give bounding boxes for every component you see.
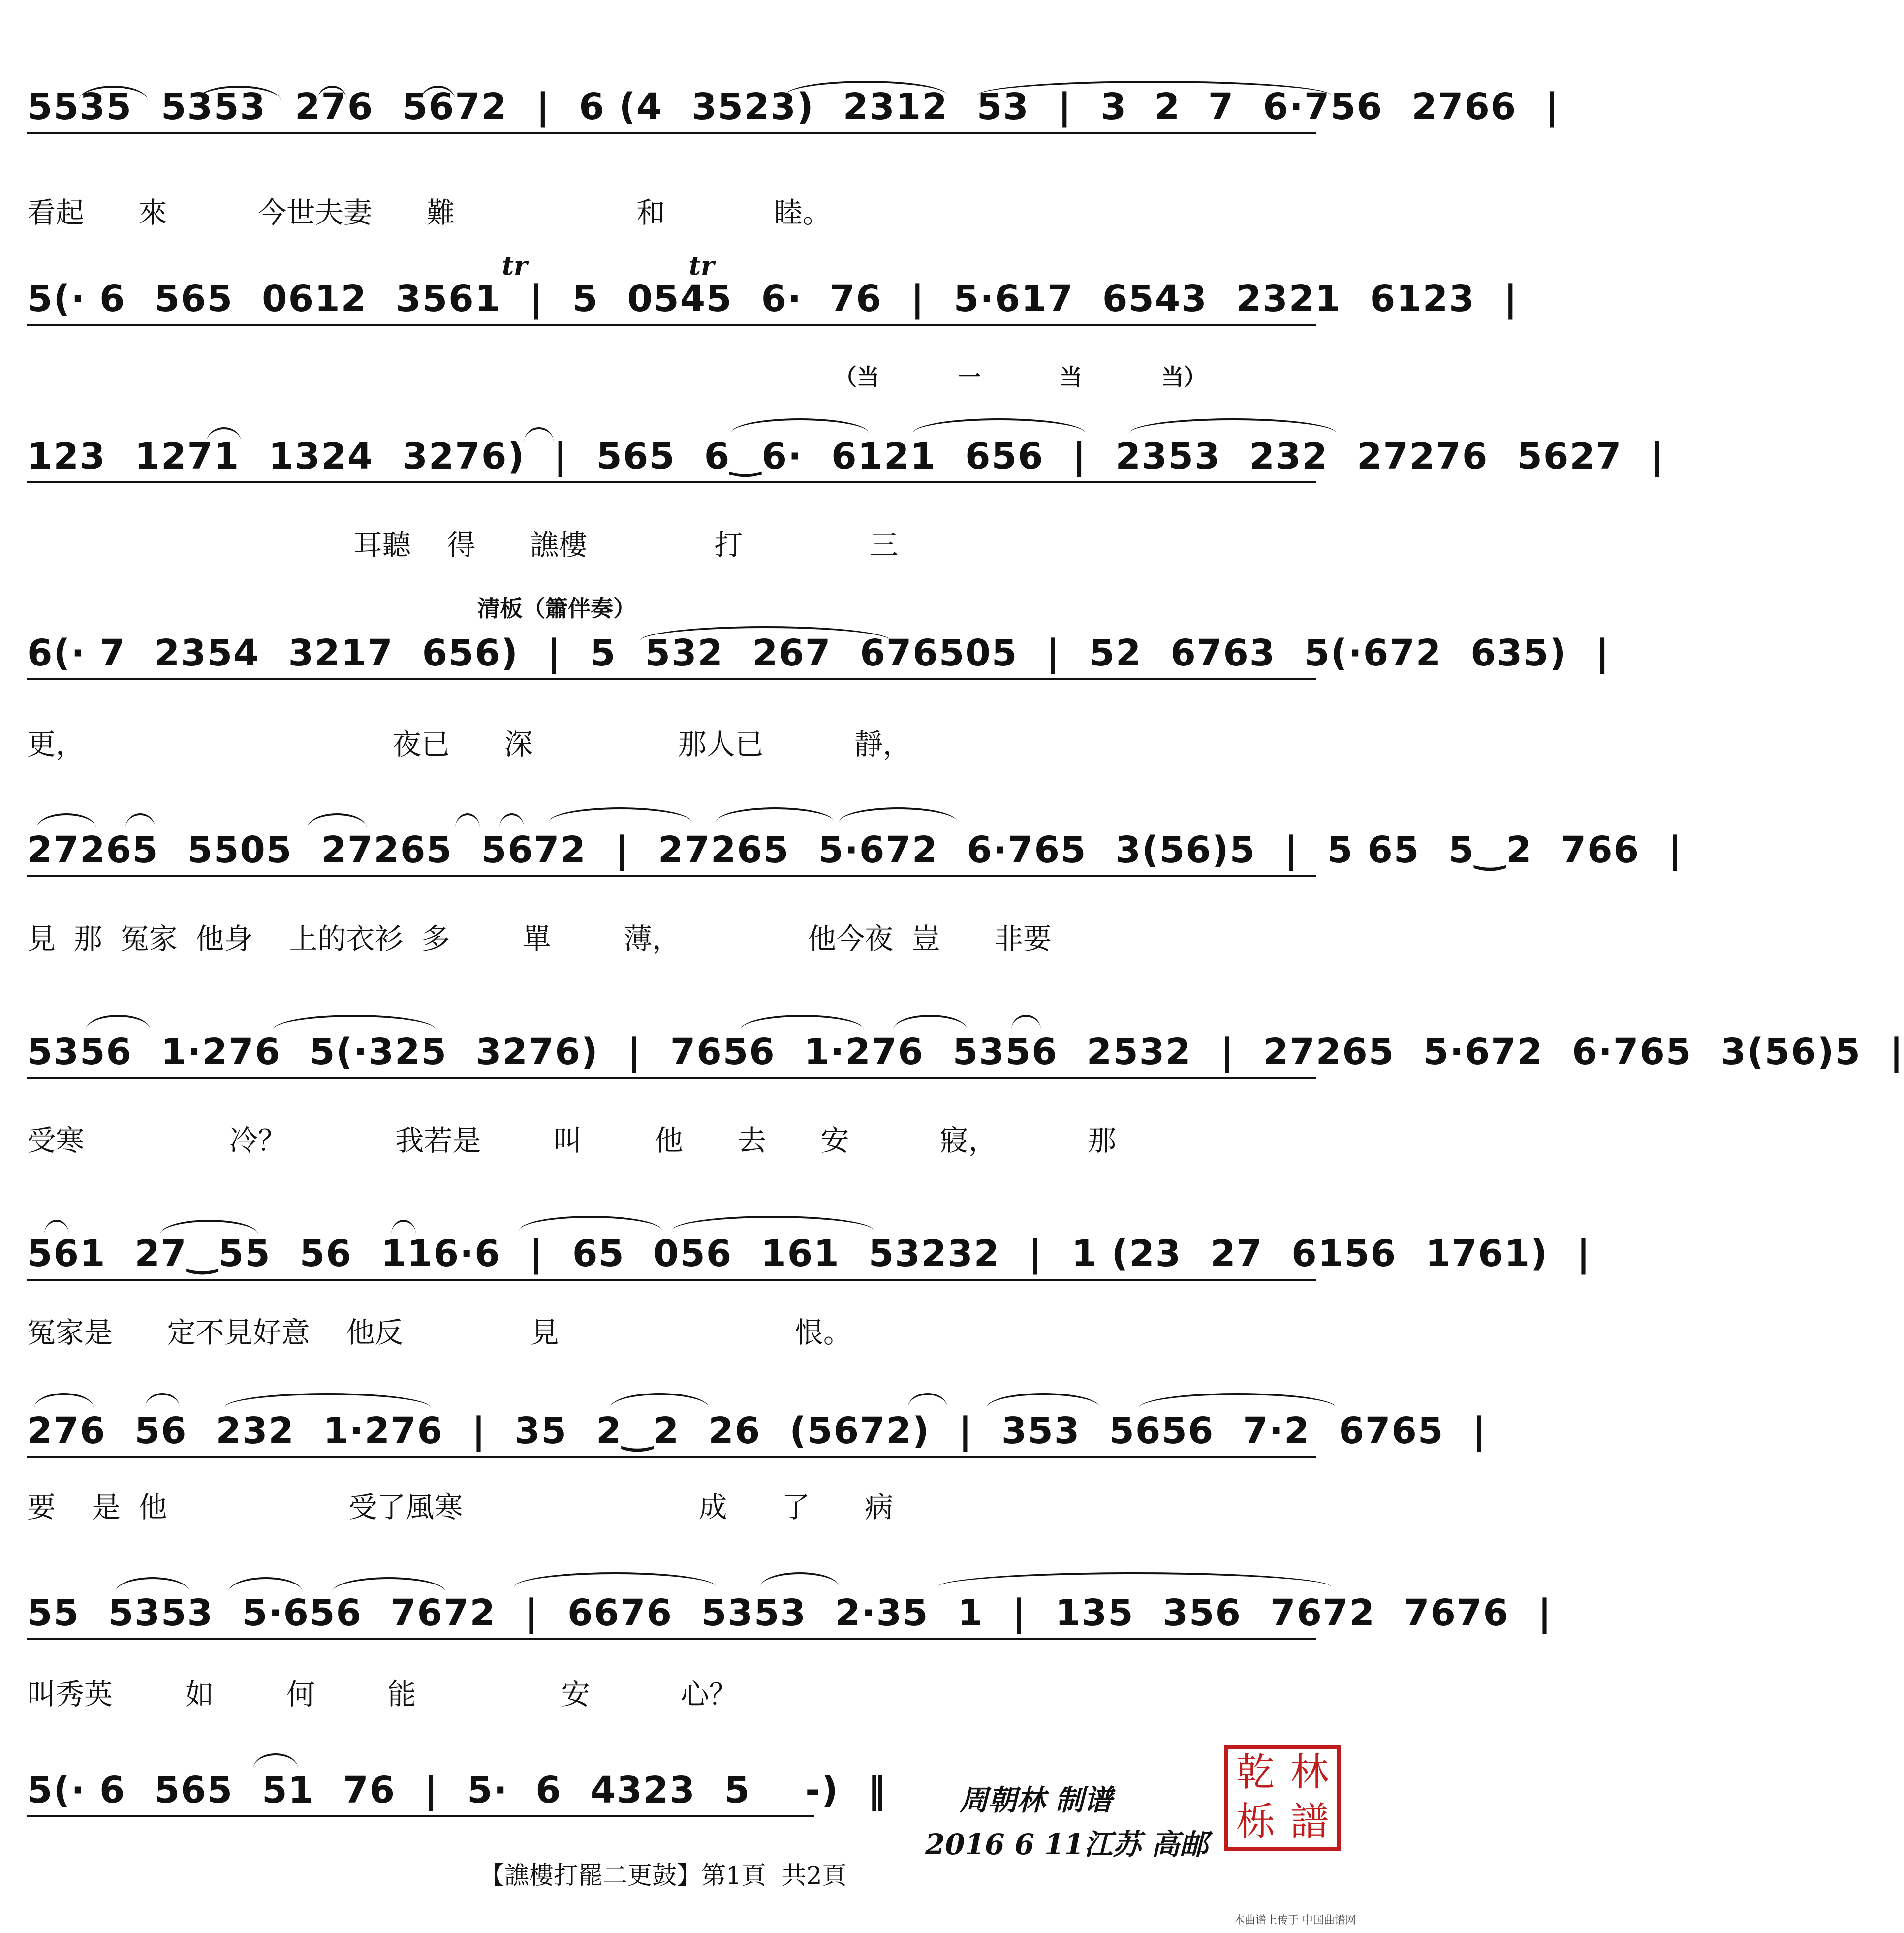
note-group: 6676 [567, 1592, 673, 1634]
note-group: 7672 [1270, 1592, 1375, 1634]
note-group: 5(·672 [1304, 632, 1442, 674]
note-group: 6·756 [1263, 86, 1383, 128]
seal-char: 譜 [1290, 1800, 1329, 1844]
note-group: 7656 [670, 1031, 776, 1073]
barline: | [1889, 1031, 1904, 1073]
note-group: 6156 [1291, 1233, 1397, 1275]
underline [27, 1077, 1316, 1079]
note-group: 6121 [831, 435, 937, 477]
note-group: 1·276 [160, 1031, 281, 1073]
percussion-annotation: （当 一 当 当） [834, 364, 1207, 390]
note-group: 27276 [1356, 435, 1489, 477]
arranger-credit: 周朝林 制谱 [960, 1783, 1113, 1817]
note-group: 1 [957, 1592, 984, 1634]
note-group: 5627 [1517, 435, 1623, 477]
notation-line [27, 266, 1518, 320]
note-group: 565 [154, 1769, 234, 1811]
score-row [27, 595, 1610, 768]
seal-char: 乾 [1236, 1750, 1275, 1795]
note-group: 56 [134, 1410, 187, 1452]
note-group: 1271 [134, 435, 240, 477]
score-row [27, 74, 1560, 229]
note-group: 1·276 [804, 1031, 924, 1073]
note-group: 2354 [154, 632, 260, 674]
note-group: 56 [299, 1233, 352, 1275]
underline [27, 1638, 1316, 1640]
note-group: 26 [708, 1410, 761, 1452]
lyrics-line: 要 是 他 受了風寒 成 了 病 [27, 1490, 893, 1524]
notation-line [27, 1398, 1487, 1452]
note-group: 27265 [1263, 1031, 1395, 1073]
score-row [27, 1398, 1487, 1546]
underline [27, 1456, 1316, 1458]
note-group: 6· 76 [761, 278, 882, 320]
note-group: 6(· 7 [27, 632, 126, 674]
barline: | [424, 1769, 439, 1811]
note-group: 5 65 [1327, 829, 1420, 871]
trill-mark: tr [502, 251, 528, 281]
notation-line [27, 423, 1665, 477]
note-group: 5· 6 [467, 1769, 562, 1811]
score-row [27, 817, 1683, 965]
note-group: 6 (4 [579, 86, 663, 128]
note-group: 1324 [268, 435, 374, 477]
barline: | [910, 278, 925, 320]
note-group: 116·6 [380, 1233, 501, 1275]
note-group: 6·765 [1572, 1031, 1692, 1073]
note-group: 635) [1470, 632, 1567, 674]
score-row [27, 1019, 1904, 1167]
barline: | [1651, 435, 1665, 477]
note-group: 766 [1561, 829, 1640, 871]
lyrics-line: 看起 來 今世夫妻 難 和 睦。 [27, 196, 831, 229]
note-group: 5·672 [1423, 1031, 1544, 1073]
note-group: 656 [965, 435, 1044, 477]
note-group: 5·672 [818, 829, 938, 871]
barline: | [1058, 86, 1072, 128]
lyrics-line: 見 那 冤家 他身 上的衣衫 多 單 薄， 他今夜 豈 非要 [27, 922, 1052, 955]
note-group: 5 -) [724, 1769, 839, 1811]
note-group: 3(56)5 [1115, 829, 1256, 871]
note-group: 5 [572, 278, 599, 320]
note-group: 27 [1210, 1233, 1263, 1275]
note-group: 5535 [27, 86, 132, 128]
note-group: 3 2 7 [1100, 86, 1235, 128]
note-group: 7672 [391, 1592, 496, 1634]
barline: | [1545, 86, 1560, 128]
note-group: 76 [343, 1769, 396, 1811]
note-group: 656) [422, 632, 519, 674]
note-group: 3217 [288, 632, 394, 674]
note-group: 6123 [1370, 278, 1475, 320]
barline: | [529, 1233, 544, 1275]
note-group: 232 [216, 1410, 295, 1452]
barline: | [472, 1410, 487, 1452]
lyrics-line: 更， 夜已 深 那人已 靜， [27, 728, 911, 761]
barline: | [1072, 435, 1087, 477]
note-group: 2·35 [835, 1592, 929, 1634]
note-group: 2321 [1236, 278, 1342, 320]
note-group: 356 [1162, 1592, 1242, 1634]
notation-line [27, 1757, 1339, 1811]
note-group: 27265 [27, 829, 159, 871]
note-group: 5353 [160, 86, 266, 128]
underline [27, 1815, 814, 1817]
score-row [27, 1580, 1552, 1728]
note-group: 5(·325 [310, 1031, 447, 1073]
note-group: 5 [590, 632, 617, 674]
note-group: 1·276 [323, 1410, 443, 1452]
note-group: 6763 [1170, 632, 1276, 674]
note-group: 3561 [396, 278, 501, 320]
barline: | [525, 1592, 539, 1634]
underline [27, 481, 1316, 483]
score-row [27, 251, 1518, 413]
note-group: 276 [294, 86, 374, 128]
note-group: 2766 [1411, 86, 1517, 128]
note-group: 5353 [701, 1592, 807, 1634]
final-barline: ‖ [867, 1769, 887, 1811]
underline [27, 132, 1316, 134]
score-row [27, 1221, 1592, 1368]
note-group: 135 [1055, 1592, 1134, 1634]
section-annotation: 清板（簫伴奏） [477, 595, 636, 622]
notation-line [27, 817, 1683, 871]
note-group: 53 [976, 86, 1030, 128]
notation-line [27, 1580, 1552, 1634]
trill-mark: tr [689, 251, 715, 281]
note-group: 5·656 [242, 1592, 363, 1634]
note-group: 5·617 [953, 278, 1074, 320]
note-group: 0612 [262, 278, 368, 320]
barline: | [1595, 632, 1610, 674]
note-group: 5356 [27, 1031, 132, 1073]
note-group: 6‿6· [704, 435, 803, 477]
note-group: 353 [1001, 1410, 1081, 1452]
note-group: 55 [27, 1592, 80, 1634]
note-group: 123 [27, 435, 106, 477]
note-group: 3276) [402, 435, 526, 477]
barline: | [958, 1410, 973, 1452]
note-group: 5353 [108, 1592, 214, 1634]
note-group: 676505 [860, 632, 1018, 674]
note-group: 276 [27, 1410, 106, 1452]
note-group: 5505 [187, 829, 293, 871]
note-group: 1 (23 [1071, 1233, 1182, 1275]
note-group: 6765 [1339, 1410, 1444, 1452]
note-group: 3523) [691, 86, 814, 128]
note-group: 161 [761, 1233, 840, 1275]
seal-stamp [1224, 1745, 1341, 1851]
underline [27, 1279, 1316, 1281]
note-group: 7·2 [1243, 1410, 1311, 1452]
note-group: 53232 [868, 1233, 1000, 1275]
note-group: 6543 [1102, 278, 1208, 320]
notation-line [27, 620, 1610, 674]
note-group: 5‿2 [1448, 829, 1532, 871]
date-place: 2016 6 11江苏 高邮 [925, 1828, 1209, 1861]
notation-line [27, 74, 1560, 128]
note-group: 7676 [1404, 1592, 1509, 1634]
note-group: 3276) [475, 1031, 599, 1073]
note-group: 35 [515, 1410, 568, 1452]
barline: | [1220, 1031, 1235, 1073]
note-group: 232 [1249, 435, 1328, 477]
notation-line [27, 1221, 1592, 1275]
lyrics-line: 叫秀英 如 何 能 安 心？ [27, 1678, 738, 1711]
note-group: 65 [572, 1233, 625, 1275]
note-group: 27265 [321, 829, 453, 871]
barline: | [1668, 829, 1683, 871]
underline [27, 875, 1316, 877]
lyrics-line: 耳聽 得 譙樓 打 三 [27, 528, 899, 562]
barline: | [1012, 1592, 1027, 1634]
barline: | [1577, 1233, 1592, 1275]
barline: | [1046, 632, 1061, 674]
note-group: 565 [596, 435, 676, 477]
note-group: 2353 [1115, 435, 1221, 477]
seal-char: 栎 [1236, 1800, 1275, 1844]
barline: | [1472, 1410, 1487, 1452]
note-group: 2312 [843, 86, 948, 128]
note-group: 51 [262, 1769, 315, 1811]
lyrics-line: 受寒 冷？ 我若是 叫 他 去 安 寢， 那 [27, 1124, 1117, 1157]
barline: | [1503, 278, 1518, 320]
note-group: 532 [645, 632, 724, 674]
barline: | [547, 632, 562, 674]
note-group: 4323 [590, 1769, 696, 1811]
barline: | [615, 829, 629, 871]
note-group: 2532 [1086, 1031, 1192, 1073]
source-note: 本曲谱上传于 中国曲谱网 [1234, 1914, 1356, 1927]
note-group: 27‿55 [134, 1233, 271, 1275]
lyrics-line: 冤家是 定不見好意 他反 見 恨。 [27, 1316, 852, 1349]
barline: | [1284, 829, 1299, 871]
note-group: (5672) [789, 1410, 930, 1452]
note-group: 565 [154, 278, 234, 320]
note-group: 561 [27, 1233, 106, 1275]
note-group: 5(· 6 [27, 278, 126, 320]
barline: | [530, 278, 544, 320]
underline [27, 324, 1316, 326]
score-row [27, 423, 1665, 571]
note-group: 056 [653, 1233, 733, 1275]
page-footer-title: 【譙樓打罷二更鼓】第1頁 共2頁 [480, 1861, 847, 1890]
note-group: 5(· 6 [27, 1769, 126, 1811]
note-group: 267 [752, 632, 832, 674]
note-group: 0545 [627, 278, 733, 320]
note-group: 2‿2 [596, 1410, 680, 1452]
note-group: 3(56)5 [1720, 1031, 1861, 1073]
note-group: 5672 [402, 86, 508, 128]
note-group: 6·765 [967, 829, 1087, 871]
barline: | [536, 86, 551, 128]
barline: | [554, 435, 568, 477]
note-group: 5672 [481, 829, 587, 871]
barline: | [1029, 1233, 1043, 1275]
barline: | [627, 1031, 642, 1073]
note-group: 52 [1089, 632, 1142, 674]
note-group: 27265 [657, 829, 790, 871]
underline [27, 678, 1316, 680]
note-group: 1761) [1425, 1233, 1549, 1275]
notation-line [27, 1019, 1904, 1073]
note-group: 5356 [952, 1031, 1058, 1073]
seal-char: 林 [1290, 1750, 1329, 1795]
note-group: 5656 [1109, 1410, 1215, 1452]
barline: | [1537, 1592, 1552, 1634]
